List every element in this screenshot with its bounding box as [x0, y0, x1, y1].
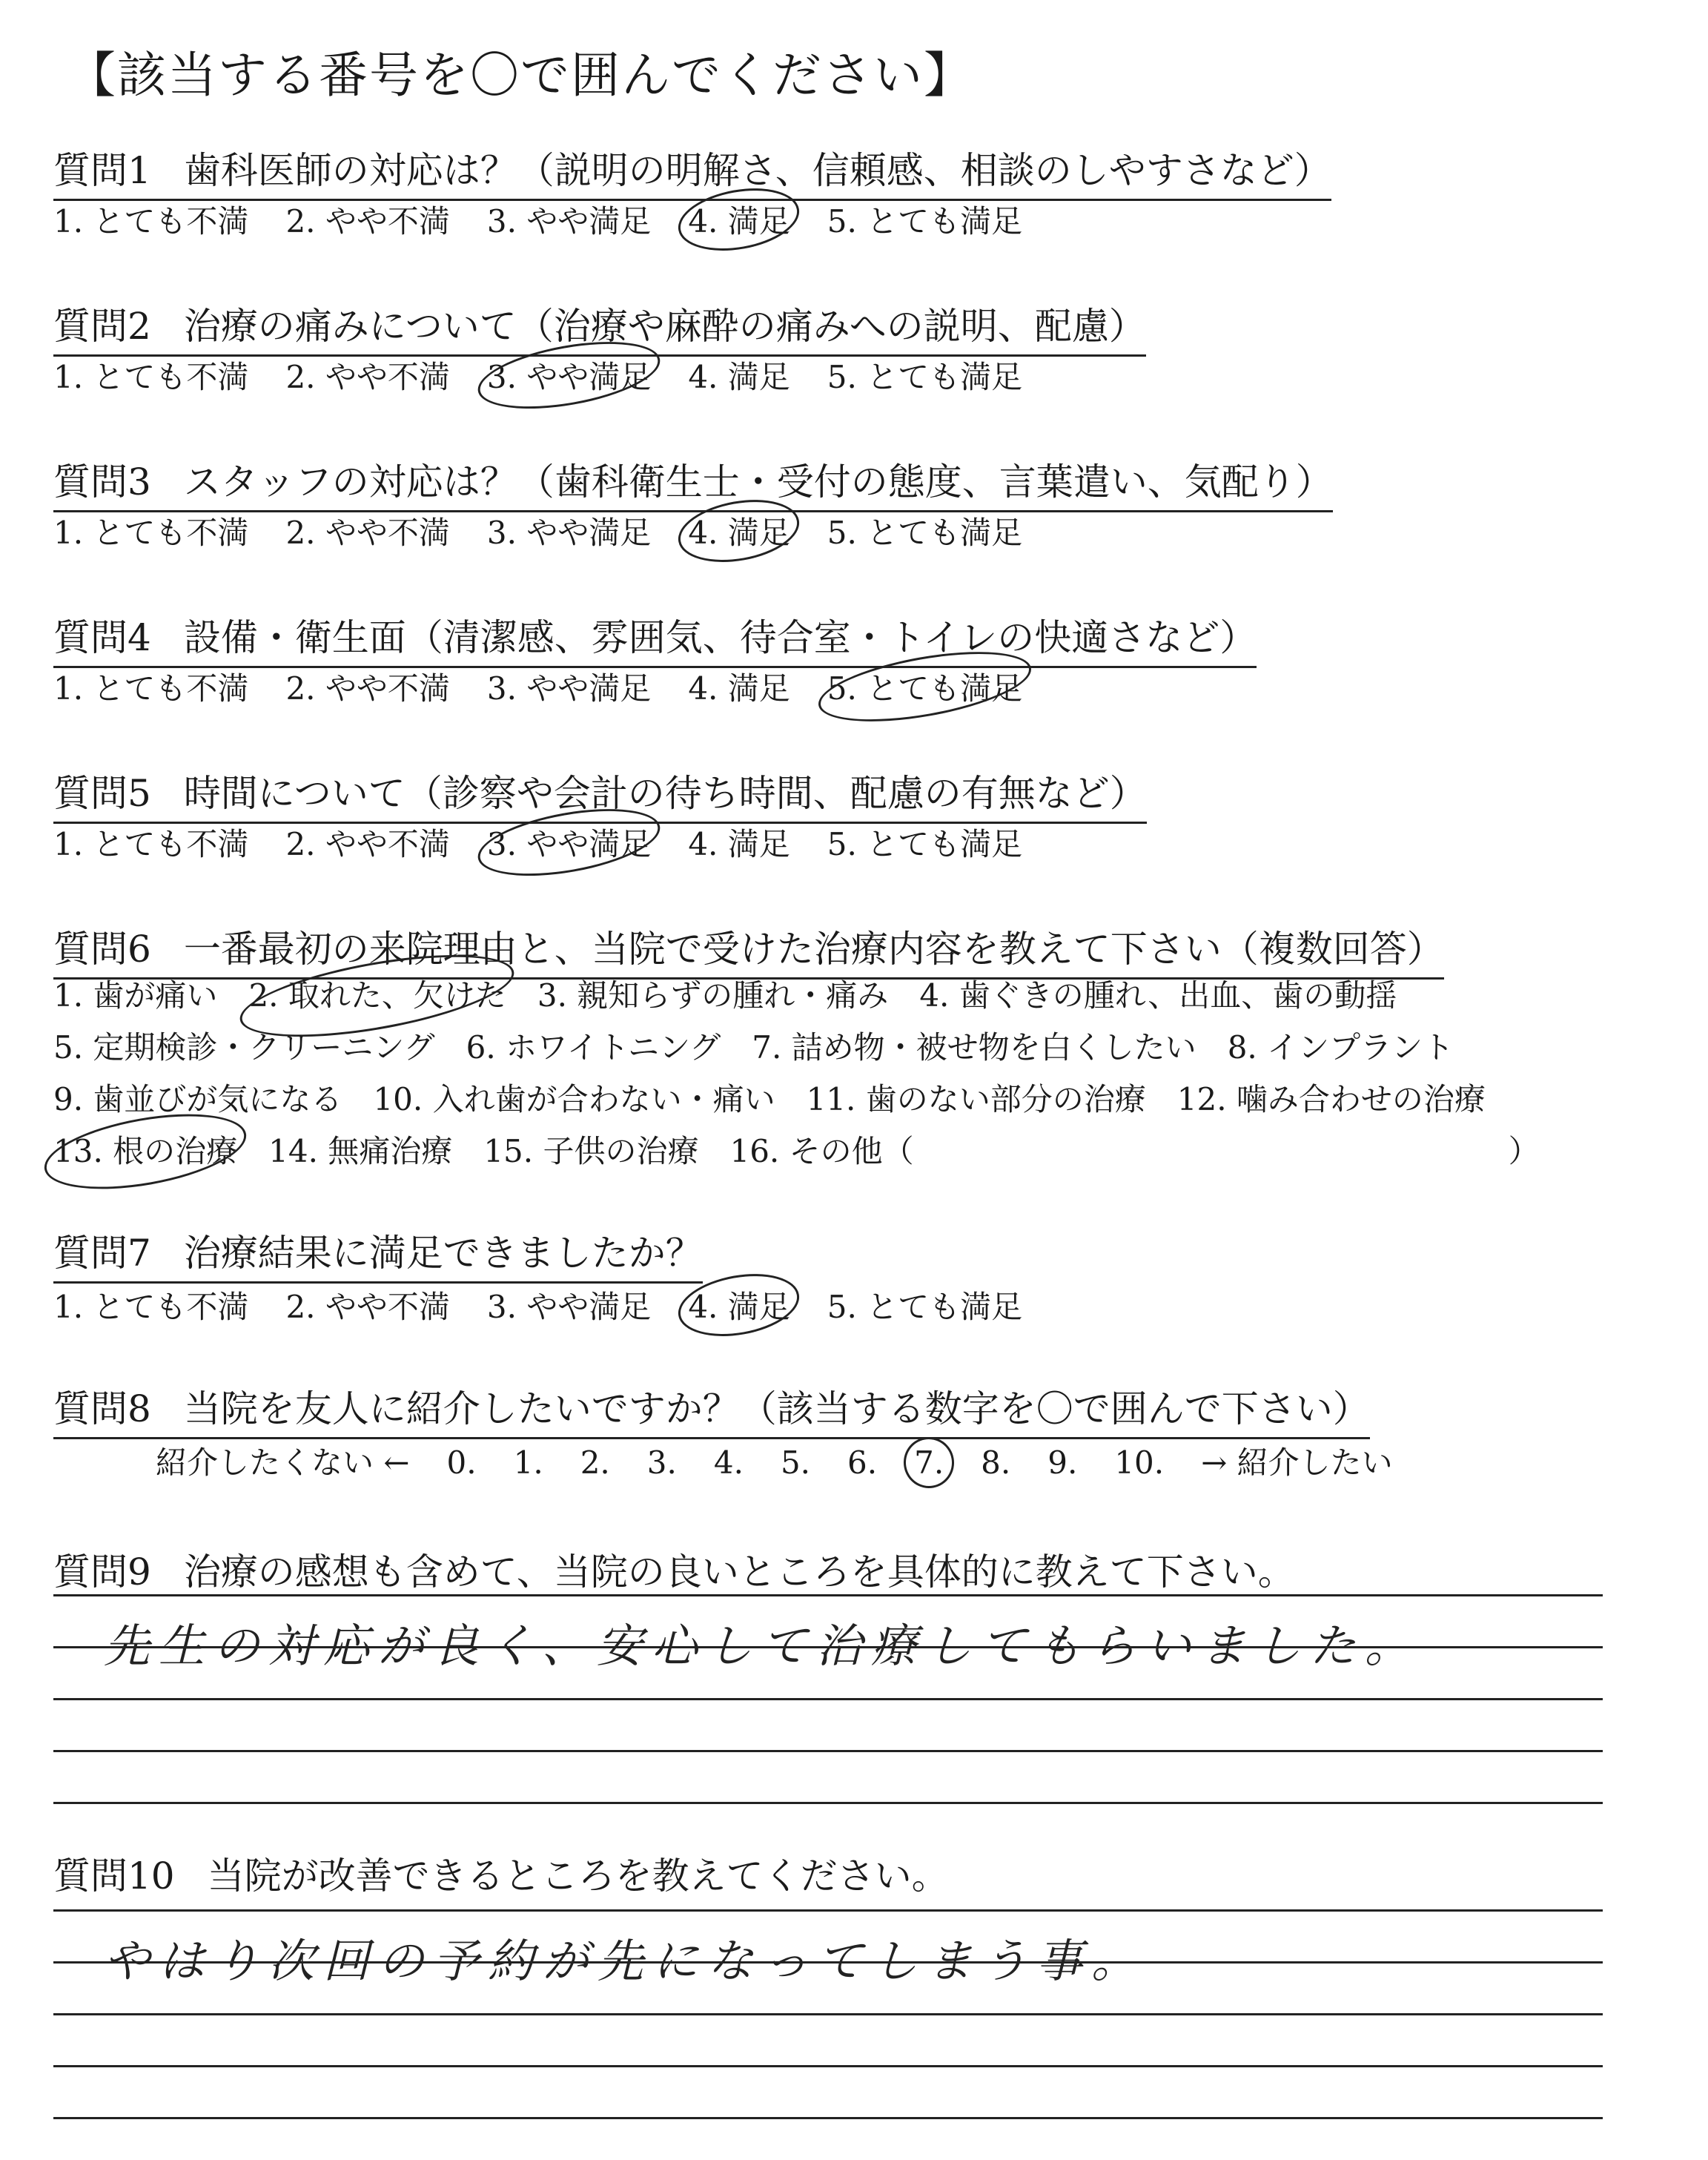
option-row — [53, 1074, 1571, 1126]
question-text: 設備・衛生面（清潔感、雰囲気、待合室・トイレの快適さなど） — [183, 616, 1257, 659]
option-other[interactable]: 16. その他（ — [729, 1133, 914, 1169]
option-selected[interactable]: 4. 満足 — [688, 509, 790, 553]
question-text: 当院が改善できるところを教えてください。 — [207, 1855, 949, 1898]
question-text: 治療の感想も含めて、当院の良いところを具体的に教えて下さい。 — [183, 1550, 1295, 1593]
question-10-handwritten-answer: やはり次回の予約が先になってしまう事。 — [104, 1934, 1147, 1988]
question-4-options — [53, 664, 1022, 709]
scale-option[interactable]: 3. — [646, 1444, 677, 1481]
option[interactable]: 1. とても不満 — [53, 359, 249, 395]
scale-option-selected[interactable]: 7. — [914, 1444, 944, 1481]
question-number: 質問10 — [53, 1855, 175, 1898]
option[interactable]: 4. 満足 — [688, 826, 790, 862]
question-text: 治療結果に満足できましたか？ — [183, 1232, 703, 1275]
option[interactable]: 4. 歯ぐきの腫れ、出血、歯の動揺 — [919, 977, 1397, 1014]
question-text: 当院を友人に紹介したいですか？（該当する数字を〇で囲んで下さい） — [183, 1387, 1370, 1430]
scale-option[interactable]: 8. — [981, 1444, 1011, 1481]
question-number: 質問6 — [53, 928, 151, 971]
option[interactable]: 5. 定期検診・クリーニング — [53, 1029, 435, 1066]
option-row — [53, 1022, 1571, 1074]
question-number: 質問9 — [53, 1550, 151, 1593]
option[interactable]: 3. やや満足 — [486, 670, 652, 707]
answer-line — [53, 2065, 1603, 2067]
question-number: 質問1 — [53, 149, 151, 192]
question-text: 歯科医師の対応は？（説明の明解さ、信頼感、相談のしやすさなど） — [183, 149, 1331, 192]
option[interactable]: 10. 入れ歯が合わない・痛い — [373, 1081, 775, 1117]
option-selected[interactable]: 2. 取れた、欠けた — [248, 970, 506, 1022]
question-number: 質問3 — [53, 460, 151, 503]
option[interactable]: 3. やや満足 — [486, 203, 652, 240]
question-text: スタッフの対応は？（歯科衛生士・受付の態度、言葉遣い、気配り） — [183, 460, 1333, 503]
option[interactable]: 2. やや不満 — [285, 203, 450, 240]
scale-option[interactable]: 0. — [446, 1444, 477, 1481]
option-selected[interactable]: 5. とても満足 — [827, 664, 1022, 709]
question-text: 一番最初の来院理由と、当院で受けた治療内容を教えて下さい（複数回答） — [183, 928, 1444, 971]
option-selected[interactable]: 3. やや満足 — [487, 353, 651, 397]
question-8-scale — [156, 1439, 1393, 1483]
option[interactable]: 2. やや不満 — [285, 826, 450, 862]
option-selected[interactable]: 4. 満足 — [688, 1283, 790, 1327]
scale-option[interactable]: 5. — [780, 1444, 811, 1481]
question-1-title — [53, 141, 1331, 201]
option[interactable]: 2. やや不満 — [285, 359, 450, 395]
option[interactable]: 8. インプラント — [1227, 1029, 1454, 1066]
option[interactable]: 2. やや不満 — [285, 670, 450, 707]
scale-low-label: 紹介したくない ← — [156, 1444, 410, 1481]
option[interactable]: 5. とても満足 — [827, 515, 1023, 551]
option[interactable]: 11. 歯のない部分の治療 — [806, 1081, 1146, 1117]
instruction-header: 【該当する番号を〇で囲んでください】 — [67, 47, 974, 104]
option[interactable]: 3. 親知らずの腫れ・痛み — [537, 977, 889, 1014]
option[interactable]: 4. 満足 — [688, 670, 790, 707]
question-10-title — [53, 1846, 949, 1900]
option-row — [53, 970, 1571, 1022]
question-1-options — [53, 197, 1022, 242]
option[interactable]: 9. 歯並びが気になる — [53, 1081, 342, 1117]
answer-line — [53, 1750, 1603, 1752]
question-6-options — [53, 970, 1571, 1178]
scale-option[interactable]: 1. — [513, 1444, 543, 1481]
option[interactable]: 1. 歯が痛い — [53, 977, 218, 1014]
scale-option[interactable]: 4. — [713, 1444, 744, 1481]
option[interactable]: 7. 詰め物・被せ物を白くしたい — [752, 1029, 1196, 1066]
option[interactable]: 3. やや満足 — [486, 515, 652, 551]
scale-option[interactable]: 6. — [847, 1444, 878, 1481]
question-3-title — [53, 452, 1333, 512]
answer-line — [53, 1802, 1603, 1804]
scale-high-label: → 紹介したい — [1201, 1444, 1393, 1481]
option-selected[interactable]: 4. 満足 — [688, 197, 790, 242]
question-number: 質問2 — [53, 305, 151, 348]
option[interactable]: 5. とても満足 — [827, 826, 1023, 862]
answer-line — [53, 1909, 1603, 1912]
option[interactable]: 2. やや不満 — [285, 1289, 450, 1325]
answer-line — [53, 1698, 1603, 1700]
question-9-handwritten-answer: 先生の対応が良く、安心して治療してもらいました。 — [104, 1619, 1420, 1673]
question-number: 質問4 — [53, 616, 151, 659]
option[interactable]: 6. ホワイトニング — [466, 1029, 721, 1066]
question-text: 時間について（診察や会計の待ち時間、配慮の有無など） — [183, 772, 1147, 815]
question-text: 治療の痛みについて（治療や麻酔の痛みへの説明、配慮） — [183, 305, 1146, 348]
option[interactable]: 5. とても満足 — [827, 203, 1023, 240]
question-9-title — [53, 1542, 1295, 1596]
question-7-title — [53, 1223, 703, 1284]
scale-option[interactable]: 10. — [1114, 1444, 1165, 1481]
option[interactable]: 14. 無痛治療 — [268, 1133, 453, 1169]
option-selected[interactable]: 3. やや満足 — [487, 820, 651, 865]
option[interactable]: 12. 噛み合わせの治療 — [1176, 1081, 1486, 1117]
option[interactable]: 1. とても不満 — [53, 515, 249, 551]
question-4-title — [53, 608, 1257, 668]
option[interactable]: 1. とても不満 — [53, 826, 249, 862]
option[interactable]: 1. とても不満 — [53, 203, 249, 240]
option[interactable]: 1. とても不満 — [53, 670, 249, 707]
option[interactable]: 15. 子供の治療 — [483, 1133, 699, 1169]
question-number: 質問5 — [53, 772, 151, 815]
other-close-paren: ） — [1508, 1133, 1540, 1169]
option-row — [53, 1126, 1571, 1178]
question-8-title — [53, 1379, 1370, 1439]
question-3-options — [53, 509, 1022, 553]
question-7-options — [53, 1283, 1022, 1327]
question-5-options — [53, 820, 1022, 865]
option-selected[interactable]: 13. 根の治療 — [53, 1126, 237, 1178]
option[interactable]: 3. やや満足 — [486, 1289, 652, 1325]
option[interactable]: 5. とても満足 — [827, 359, 1023, 395]
scale-option[interactable]: 2. — [580, 1444, 610, 1481]
question-number: 質問7 — [53, 1232, 151, 1275]
option[interactable]: 1. とても不満 — [53, 1289, 249, 1325]
answer-line — [53, 2117, 1603, 2119]
option[interactable]: 5. とても満足 — [827, 1289, 1023, 1325]
option[interactable]: 2. やや不満 — [285, 515, 450, 551]
question-number: 質問8 — [53, 1387, 151, 1430]
option[interactable]: 4. 満足 — [688, 359, 790, 395]
answer-line — [53, 1594, 1603, 1596]
answer-line — [53, 2013, 1603, 2015]
question-2-options — [53, 353, 1022, 397]
scale-option[interactable]: 9. — [1047, 1444, 1078, 1481]
